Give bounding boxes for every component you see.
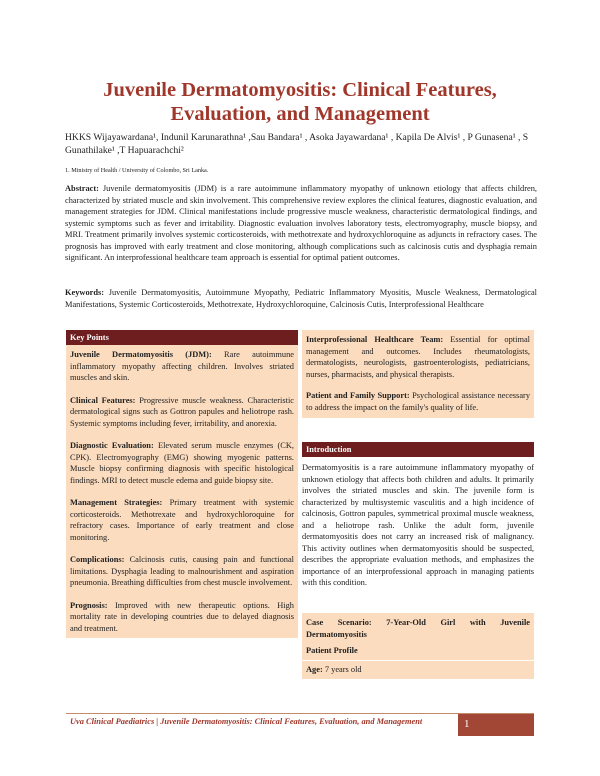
key-point-label: Patient and Family Support: <box>306 391 410 400</box>
key-point-text: Primary treatment with systemic corticosteroids. Methotrexate and hydroxychloroquine for refractory cases. Importance of early treatment and close monitoring. <box>70 498 295 542</box>
key-point-item <box>70 600 294 635</box>
author-list: HKKS Wijayawardana¹, Indunil Karunarathna¹ ,Sau Bandara¹ , Asoka Jayawardana¹ , Kapila De Alvis¹ , P Gunasena¹ , S Gunathilake¹ ,T Hapuarachchi² <box>65 132 529 156</box>
abstract-label: Abstract: <box>65 184 99 193</box>
age-label: Age: <box>306 665 323 674</box>
key-point-item <box>70 349 294 384</box>
key-point-item <box>70 554 294 589</box>
key-points-continued <box>302 330 534 418</box>
introduction-text: Dermatomyositis is a rare autoimmune inflammatory myopathy of unknown etiology that affects both children and adults. It primarily involves the striated muscles and skin. The juvenile form is characterized by multisystemic vasculitis and a high incidence of calcinosis, Gottron papules, symmetrical proximal muscle weakness, and a heliotrope rash. Unlike the adult form, juvenile dermatomyositis does not carry an increased risk of malignancy. This activity outlines when dermatomyositis should be suspected, describes the appropriate evaluation methods, and emphasizes the importance of an interprofessional approach in managing patients with this condition. <box>302 463 534 587</box>
age-value: 7 years old <box>324 665 362 674</box>
key-point-label: Juvenile Dermatomyositis (JDM): <box>70 350 212 359</box>
key-point-text: Progressive muscle weakness. Characteristic dermatological signs such as Gottron papules and heliotrope rash. Systemic symptoms including fever, irritability, and anorexia. <box>70 395 295 428</box>
title-line-1: Juvenile Dermatomyositis: Clinical Features, <box>103 79 497 101</box>
key-point-item <box>306 334 530 380</box>
page-number: 1 <box>458 714 534 736</box>
key-point-text: Essential for optimal management and outcomes. Includes rheumatologists, dermatologists, neurologists, gastroenterologists, pediatricians, nurses, pharmacists, and physical therapists. <box>306 335 531 379</box>
keywords-label: Keywords: <box>65 288 105 297</box>
case-scenario-title <box>302 613 534 644</box>
key-point-text: Psychological assistance necessary to address the impact on the family's quality of life. <box>306 391 531 412</box>
key-points-body <box>66 345 298 638</box>
age-row <box>302 661 534 679</box>
affiliation: 1. Ministry of Health / University of Colombo, Sri Lanka. <box>65 167 209 174</box>
abstract <box>65 183 537 264</box>
key-points-box <box>66 330 298 638</box>
key-point-item <box>70 497 294 543</box>
patient-profile-label: Patient Profile <box>306 646 358 655</box>
keywords-text: Juvenile Dermatomyositis, Autoimmune Myopathy, Pediatric Inflammatory Myositis, Muscle Weakness, Dermatological Manifestations, Systemic Corticosteroids, Methotrexate, Hydroxychloroquine, Calcinosis Cutis, Interprofessional Healthcare <box>65 288 537 309</box>
key-point-item <box>70 440 294 486</box>
abstract-text: Juvenile dermatomyositis (JDM) is a rare autoimmune inflammatory myopathy of unknown etiology that affects children, characterized by striated muscle and skin involvement. This comprehensive review explores the clinical features, diagnostic evaluation, and management strategies for JDM. Clinical manifestations include progressive muscle weakness, characteristic dermatological findings, and systemic symptoms such as fever and irritability. Diagnostic evaluation involves laboratory tests, electromyography, muscle biopsy, and MRI. Treatment primarily involves systemic corticosteroids, with methotrexate and hydroxychloroquine as adjuncts in refractory cases. The prognosis has improved with early treatment and close monitoring, although complications such as calcinosis cutis and dysphagia remain significant. An interprofessional healthcare team approach is essential for optimal patient outcomes. <box>65 184 538 262</box>
key-point-label: Clinical Features: <box>70 395 136 405</box>
title-line-2: Evaluation, and Management <box>170 103 430 125</box>
key-points-header: Key Points <box>66 330 298 345</box>
introduction-header: Introduction <box>302 442 534 457</box>
case-scenario-heading: Case Scenario: 7-Year-Old Girl with Juvenile Dermatomyositis <box>306 618 530 639</box>
key-point-label: Management Strategies: <box>70 498 163 507</box>
patient-profile-row <box>302 642 534 660</box>
key-point-text: Elevated serum muscle enzymes (CK, CPK). Electromyography (EMG) showing myogenic patterns. Muscle biopsy confirming diagnosis with specific histological findings. MRI to detect muscle edema and guide biopsy site. <box>70 441 294 485</box>
key-point-label: Diagnostic Evaluation: <box>70 441 154 450</box>
key-point-text: Improved with new therapeutic options. High mortality rate in developing countries due to delayed diagnosis and treatment. <box>70 600 294 633</box>
key-point-label: Prognosis: <box>70 600 108 610</box>
running-footer: Uva Clinical Paediatrics | Juvenile Dermatomyositis: Clinical Features, Evaluation, and Management <box>70 717 423 726</box>
paper-title <box>0 78 600 126</box>
key-point-item <box>306 390 530 413</box>
key-point-item <box>70 395 294 430</box>
key-point-label: Interprofessional Healthcare Team: <box>306 335 444 344</box>
key-point-text: Calcinosis cutis, causing pain and functional limitations. Dysphagia leading to malnourishment and aspiration pneumonia. Breathing difficulties from chest muscle involvement. <box>70 555 295 587</box>
key-point-label: Complications: <box>70 555 125 564</box>
key-point-text: Rare autoimmune inflammatory myopathy affecting children. Involves striated muscles and skin. <box>70 350 294 382</box>
keywords <box>65 287 537 310</box>
